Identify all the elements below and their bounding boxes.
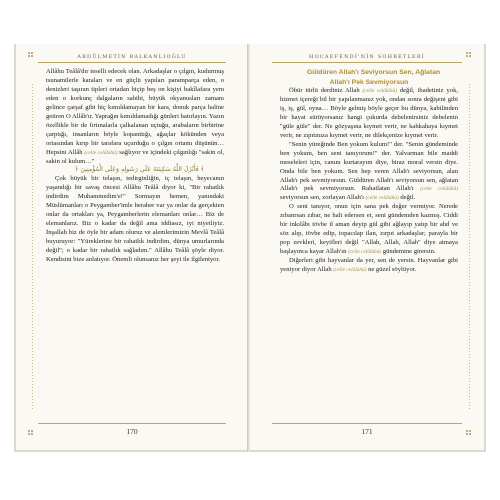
honorific-tag: (celle celâlühû) [84, 149, 118, 156]
honorific-tag: (celle celâlühû) [362, 88, 397, 94]
header-rule [38, 62, 226, 63]
left-body-text [46, 68, 224, 265]
page-number-left: 170 [126, 427, 138, 436]
paragraph: Diğerleri gibi hayvanlar da yer, sen de yersin. Hayvanlar gibi yeniyor diyor Allah (celle celâlühû) ne güzel söylüyor. [280, 257, 458, 274]
side-dotted-rule [32, 84, 33, 410]
footer-rule [272, 423, 462, 424]
running-head-right: HOCAEFENDİ'NİN SOHBETLERİ [309, 54, 425, 60]
honorific-tag: (celle celâlühû) [348, 249, 382, 256]
side-dotted-rule [469, 84, 470, 410]
page-number-right: 171 [361, 427, 373, 436]
paragraph: O seni tanıyor, onun için sana pek değer vermiyor. Nerede zıbanrsan zıbar, ne halt edersen et, seni gündemden kazmış. Ciddi bir inkılâbı tövbe il aman deyip gül gibi ağlayıp yatıp bir ahd ve söz alıp, tövbe edip, topacılap ilan, zırpıt arkadaşlar; parayla bir pop zevkleri, keyifleri değil "Allah, Allah, Allah" diye atmaya başlayınca kayar Allah'ın (celle celâlühû) gündemine girersin. [280, 203, 458, 256]
arabic-verse: ﴿ فَأَنْزَلَ اللَّهُ سَكِينَتَهُ عَلَى رَسُولِهِ وَعَلَى الْمُؤْمِنِينَ ﴾ [74, 166, 205, 174]
paragraph: Öbür türlü derdiniz Allah (celle celâlühû) değil, ibadetiniz yok, hizmet içereği bil bir yapılanmanız yok, ondan sonra değişeni gibi iş, iş, gül, oyna… Böyle gelmiş böyle geçer bu dünya, kabilinden bir hayat sürüyorsanız hangi çukurda debelenirsiniz debelenin "güle güle" der. Ne gözyaşına kıymet verir, ne kahkahaya kıymet verir, ne zıpıtınıza kıymet verir, ne dilekçenize kıymet verir. [280, 87, 459, 139]
paragraph: "Senin yüreğinde Ben yokum kulum!" der. "Senin gündeminde ben yokum, ben seni tanıyorum!" der. Yalvarman bile maddi meseleleri için, canını kurtarayım diye, biraz moral versin diye. Onda bile ben yokum. Sen hep veren Allah'ı seviyorsun, alan Allah'ı pek sevmiyorsun. Güldüren Allah'ı seviyorsun sen, ağlatan Allah'ı pek sevmiyorsun. Rahatlatan Allah'ı (celle celâlühû) seviyorsun sen, zorlayan Allah'ı (celle celâlühû) değil. [280, 140, 458, 202]
section-heading: Güldüren Allah'ı Seviyorsun Sen, Ağlatan Allah'ı Pek Sevmiyorsun [306, 69, 441, 86]
honorific-tag: (celle celâlühû) [420, 186, 458, 193]
footer-rule [38, 423, 226, 424]
running-head-left: ABDÜLMETİN BALKANLIOĞLU [77, 54, 187, 60]
paragraph: Çok büyük bir telaşın, tedirginliğin, iç telaşın, heyecanın yaşandığı bir savaş öncesi Allâhu Teâlâ diyor ki, "Bir rahatlık indirdim Muhammedim'e!" Sormayın hemen, yanındaki Müslümanları o Peygamber'imle beraber var ya onlar da gerçekten onlar da ortakları ya, Peygamberlerin elemanları onlar… Biz de elemanlarız. Biz o kadar da değil ama iddiasız, iyi niyetliyiz. İnşallah biz de öyle bir adam oluruz ve alemlerimizin Mevlâ Teâlâ buyuruyor: "Yüreklerine bir rahatlık indirdim, dünya umurlarında değil"; o kadar bir rahatlık sağladım." Allâhu Teâlâ şöyle diyor. Kendisini bize anlatıyor. Önemli olunsanız her şeyi ile ilgileniyor. [46, 175, 224, 264]
honorific-tag: (celle celâlühû) [365, 195, 399, 202]
paragraph: Allâhu Teâlâ'dır teselli edecek olan. Arkadaşlar o çılgın, kudurmuş tsunamilerle karaları ve en güçlü yapıları paramparça eden, o denizleri taşıran tipleri ortadan biçip beş on kişiyi bakîlafara yem eden o korkunç dalgaların sahibi, büyük okyanusları zamanı gelince çarşaf gibi hiç kımıldamayan bir kara, donuk parça haline getiren O Allâh'ır. Yaprağın kımıldamadığı günleri hatırlayın. Yazın özellikle bir de fırtınalarla çalkalanan uçtuğu, arabaların birbirine çarptığı, insanların böyle kopanttığı, ağaçlar kökünden veya ortasından kırıp bir tarafara uçurduğu o çılgın ortamı düşünün… Hepsini Allâh (celle celâlühû) sağlıyor ve içindeki çılgınlığı "sakin ol, sakin ol kulum…" [46, 68, 224, 165]
left-page [16, 44, 249, 450]
honorific-tag: (celle celâlühû) [333, 267, 367, 274]
header-rule [272, 62, 462, 63]
right-body-text [280, 68, 458, 275]
right-page [250, 44, 484, 450]
open-book [14, 44, 486, 452]
